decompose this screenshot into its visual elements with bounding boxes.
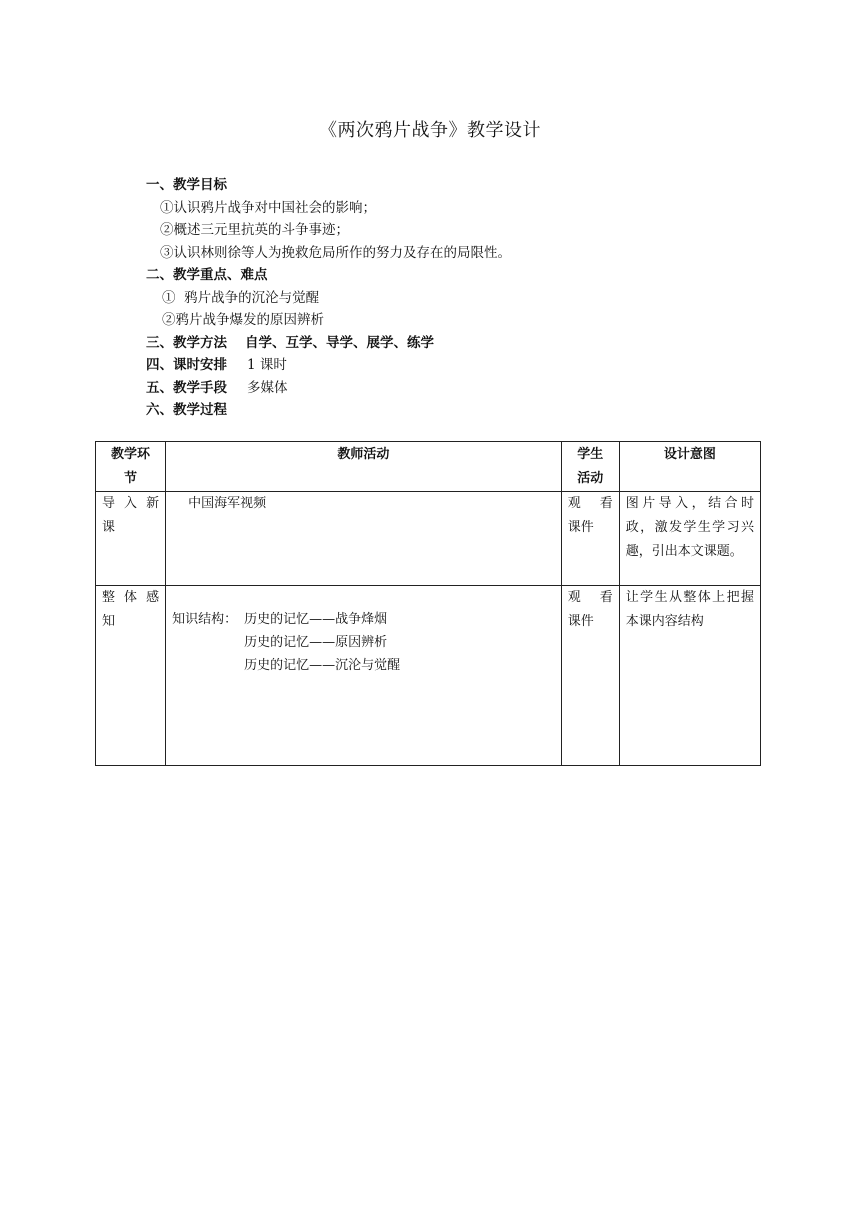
- section-heading-key-points: 二、教学重点、难点: [146, 267, 268, 283]
- stage-line2: 知: [102, 614, 116, 629]
- header-student-line2: 活动: [577, 471, 604, 486]
- student-line2: 课件: [567, 520, 594, 535]
- section-teaching-methods: [146, 332, 766, 355]
- table-row: [96, 586, 761, 766]
- key-point-item: ②鸦片战争爆发的原因辨析: [162, 312, 324, 328]
- class-hours-value: 1 课时: [247, 357, 287, 373]
- design-intent-text: 让学生从整体上把握本课内容结构: [625, 590, 754, 629]
- knowledge-item: 历史的记忆——沉沦与觉醒: [244, 658, 401, 673]
- knowledge-item: 历史的记忆——战争烽烟: [244, 612, 388, 627]
- stage-line2: 课: [102, 520, 116, 535]
- section-teaching-means: [146, 377, 766, 400]
- section-heading-process: 六、教学过程: [146, 402, 227, 418]
- header-student-activity: [561, 442, 619, 492]
- design-intent-text: 图片导入，结合时政，激发学生学习兴趣，引出本文课题。: [625, 496, 754, 559]
- header-design-intent: 设计意图: [619, 442, 760, 492]
- cell-stage: [96, 586, 166, 766]
- student-line1: 观看: [567, 590, 613, 605]
- table-row: [96, 492, 761, 586]
- teaching-process-table: [95, 441, 761, 766]
- cell-design-intent: [619, 492, 760, 586]
- table-header-row: [96, 442, 761, 492]
- header-stage-line1: 教学环: [111, 447, 151, 462]
- lesson-sections: [146, 174, 766, 422]
- knowledge-structure-label: 知识结构：: [172, 612, 238, 627]
- cell-teacher-activity: [166, 492, 562, 586]
- section-heading-hours: 四、课时安排: [146, 357, 227, 373]
- header-stage: [96, 442, 166, 492]
- cell-student-activity: [561, 492, 619, 586]
- key-point-item: ① 鸦片战争的沉沦与觉醒: [162, 289, 320, 306]
- objective-item: ②概述三元里抗英的斗争事迹；: [160, 222, 349, 238]
- student-line2: 课件: [567, 614, 594, 629]
- stage-line1: 导入新: [102, 496, 160, 511]
- cell-student-activity: [561, 586, 619, 766]
- section-heading-objectives: 一、教学目标: [146, 177, 227, 193]
- header-student-line1: 学生: [577, 447, 604, 462]
- cell-design-intent: [619, 586, 760, 766]
- teacher-activity-text: 中国海军视频: [188, 496, 267, 511]
- cell-teacher-activity: [166, 586, 562, 766]
- teaching-methods-value: 自学、互学、导学、展学、练学: [245, 334, 434, 351]
- teaching-means-value: 多媒体: [247, 379, 288, 396]
- objective-item: ③认识林则徐等人为挽救危局所作的努力及存在的局限性。: [160, 244, 511, 261]
- stage-line1: 整体感: [102, 590, 160, 605]
- section-heading-methods: 三、教学方法: [146, 334, 227, 351]
- student-line1: 观看: [567, 496, 613, 511]
- document-title: 《两次鸦片战争》教学设计: [319, 120, 541, 141]
- header-teacher-activity: 教师活动: [166, 442, 562, 492]
- cell-stage: [96, 492, 166, 586]
- knowledge-item: 历史的记忆——原因辨析: [244, 635, 388, 650]
- section-class-hours: [146, 354, 766, 377]
- knowledge-structure: [172, 608, 555, 677]
- header-stage-line2: 节: [124, 471, 138, 486]
- section-heading-means: 五、教学手段: [146, 379, 227, 396]
- objective-item: ①认识鸦片战争对中国社会的影响；: [160, 199, 376, 216]
